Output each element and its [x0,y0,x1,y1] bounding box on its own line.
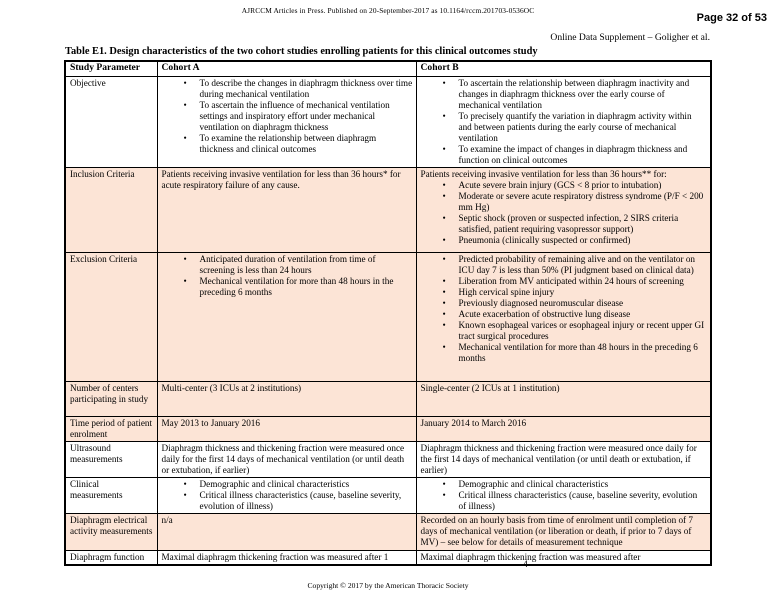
inclusion-criteria-cohort-b-cell [416,167,711,252]
bullet-list [442,180,708,246]
page-number: 4 [523,560,528,570]
bullet-item: • Anticipated duration of ventilation from time of screening is less than 24 hours [183,254,413,276]
cell-text: Clinical measurements [70,478,123,500]
cell-text: Diaphragm electrical activity measurements [70,514,153,536]
bullet-item: • Septic shock (proven or suspected infection, 2 SIRS criteria satisfied, patient requiring vasopressor support) [442,213,708,235]
table-row-diaphragm-function [65,550,711,565]
copyright-line: Copyright © 2017 by the American Thoracic Society [307,581,469,590]
number-of-centers-cohort-b-cell [416,381,711,416]
cell-text: Inclusion Criteria [70,168,135,179]
cell-text: Number of centers participating in study [70,382,149,404]
cell-text: Multi-center (3 ICUs at 2 institutions) [161,382,302,393]
clinical-measurements-parameter-cell [65,477,157,513]
objective-cohort-b-cell [416,76,711,167]
cell-text: Diaphragm thickness and thickening fraction were measured once daily for the first 14 days of mechanical ventilation (or until death or extubation, if earlier) [420,442,697,475]
table-header-row [65,61,711,76]
bullet-item: • High cervical spine injury [442,287,708,298]
time-period-cohort-a-cell [157,416,416,441]
bullet-item: • To examine the impact of changes in diaphragm thickness and function on clinical outcomes [442,144,708,166]
bullet-item: • Mechanical ventilation for more than 48 hours in the preceding 6 months [183,276,413,298]
cell-text: Ultrasound measurements [70,442,123,464]
objective-parameter-cell [65,76,157,167]
bullet-item: • To precisely quantify the variation in diaphragm activity within and between patients during the early course of mechanical ventilation [442,111,708,144]
cell-text: Recorded on an hourly basis from time of enrolment until completion of 7 days of mechanical ventilation (or liberation or death, if prior to 7 days of MV) – see below for details of measurement technique [420,514,694,547]
bullet-item: • Critical illness characteristics (cause, baseline severity, evolution of illness) [183,490,413,512]
diaphragm-function-cohort-b-cell [416,550,711,565]
exclusion-criteria-cohort-b-cell [416,252,711,381]
bullet-list [442,78,708,166]
ultrasound-measurements-cohort-a-cell [157,441,416,477]
clinical-measurements-cohort-b-cell [416,477,711,513]
cell-text: May 2013 to January 2016 [161,417,260,428]
diaphragm-function-cohort-a-cell [157,550,416,565]
table-row-exclusion-criteria [65,252,711,381]
diaphragm-electrical-activity-cohort-b-cell [416,513,711,550]
cell-text: Objective [70,77,106,88]
bullet-list [183,254,413,298]
column-header-cohort-b: Cohort B [416,61,711,76]
diaphragm-electrical-activity-cohort-a-cell [157,513,416,550]
bullet-item: • Moderate or severe acute respiratory distress syndrome (P/F < 200 mm Hg) [442,191,708,213]
bullet-item: • Mechanical ventilation for more than 48 hours in the preceding 6 months [442,342,708,364]
bullet-item: • To ascertain the influence of mechanical ventilation settings and inspiratory effort under mechanical ventilation on diaphragm thickness [183,100,413,133]
study-design-table [64,60,712,566]
column-header-study-parameter: Study Parameter [65,61,157,76]
table-row-inclusion-criteria [65,167,711,252]
journal-header-line: AJRCCM Articles in Press. Published on 20-September-2017 as 10.1164/rccm.201703-0536OC [241,6,535,15]
objective-cohort-a-cell [157,76,416,167]
bullet-list [442,254,708,364]
supplement-attribution-line: Online Data Supplement – Goligher et al. [550,32,710,43]
bullet-item: • Acute exacerbation of obstructive lung disease [442,309,708,320]
bullet-item: • To describe the changes in diaphragm thickness over time during mechanical ventilation [183,78,413,100]
exclusion-criteria-cohort-a-cell [157,252,416,381]
bullet-item: • Pneumonia (clinically suspected or confirmed) [442,235,708,246]
bullet-item: • Demographic and clinical characteristics [183,479,413,490]
cell-text: n/a [161,514,173,525]
table-title: Table E1. Design characteristics of the two cohort studies enrolling patients for this clinical outcomes study [65,46,538,57]
table-row-number-of-centers [65,381,711,416]
diaphragm-electrical-activity-parameter-cell [65,513,157,550]
time-period-cohort-b-cell [416,416,711,441]
diaphragm-function-parameter-cell [65,550,157,565]
bullet-list [183,479,413,512]
cell-text: Exclusion Criteria [70,253,138,264]
cell-text: Diaphragm thickness and thickening fraction were measured once daily for the first 14 days of mechanical ventilation (or until death or extubation, if earlier) [161,442,405,475]
bullet-list [183,78,413,155]
table-row-time-period [65,416,711,441]
bullet-item: • Demographic and clinical characteristics [442,479,708,490]
table-row-diaphragm-electrical-activity [65,513,711,550]
bullet-item: • Critical illness characteristics (cause, baseline severity, evolution of illness) [442,490,708,512]
cell-text: Maximal diaphragm thickening fraction was measured after [420,551,641,562]
table-body [65,76,711,565]
bullet-item: • Liberation from MV anticipated within 24 hours of screening [442,276,708,287]
inclusion-criteria-cohort-a-cell [157,167,416,252]
time-period-parameter-cell [65,416,157,441]
cell-text: Patients receiving invasive ventilation for less than 36 hours* for acute respiratory failure of any cause. [161,168,401,190]
column-header-cohort-a: Cohort A [157,61,416,76]
exclusion-criteria-parameter-cell [65,252,157,381]
clinical-measurements-cohort-a-cell [157,477,416,513]
bullet-item: • To examine the relationship between diaphragm thickness and clinical outcomes [183,133,413,155]
cell-text: Time period of patient enrolment [70,417,153,439]
number-of-centers-cohort-a-cell [157,381,416,416]
ultrasound-measurements-parameter-cell [65,441,157,477]
bullet-item: • Previously diagnosed neuromuscular disease [442,298,708,309]
table-row-clinical-measurements [65,477,711,513]
ultrasound-measurements-cohort-b-cell [416,441,711,477]
inclusion-criteria-parameter-cell [65,167,157,252]
cell-text: Single-center (2 ICUs at 1 institution) [420,382,560,393]
page-indicator: Page 32 of 53 [696,12,767,24]
bullet-item: • Known esophageal varices or esophageal injury or recent upper GI tract surgical procedures [442,320,708,342]
bullet-item: • To ascertain the relationship between diaphragm inactivity and changes in diaphragm thickness over the early course of mechanical ventilation [442,78,708,111]
table-row-objective [65,76,711,167]
bullet-item: • Predicted probability of remaining alive and on the ventilator on ICU day 7 is less than 50% (PI judgment based on clinical data) [442,254,708,276]
bullet-list [442,479,708,512]
table-row-ultrasound-measurements [65,441,711,477]
cell-text: January 2014 to March 2016 [420,417,527,428]
bullet-item: • Acute severe brain injury (GCS < 8 prior to intubation) [442,180,708,191]
cell-text: Diaphragm function [70,551,145,562]
cell-text: Maximal diaphragm thickening fraction was measured after 1 [161,551,389,562]
cell-text: Patients receiving invasive ventilation for less than 36 hours** for: [420,168,667,179]
number-of-centers-parameter-cell [65,381,157,416]
